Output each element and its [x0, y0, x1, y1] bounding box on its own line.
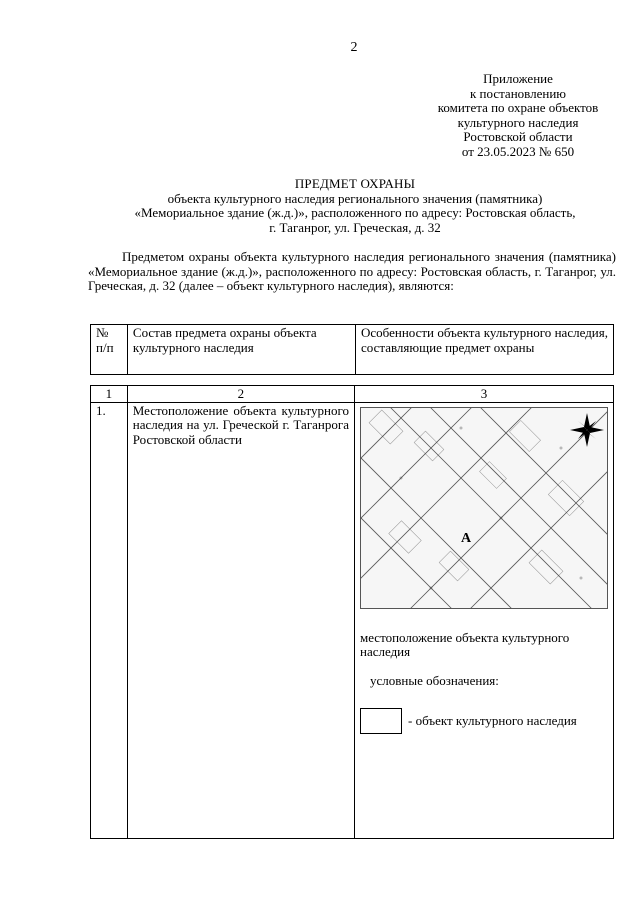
protection-table [90, 385, 614, 839]
title-line: г. Таганрог, ул. Греческая, д. 32 [269, 219, 441, 235]
appendix-line: от 23.05.2023 № 650 [461, 143, 575, 159]
legend-item-label: - объект культурного наследия [407, 712, 577, 728]
row-number: 1. [91, 402, 128, 838]
location-map [360, 407, 608, 609]
header-features: Особенности объекта культурного наследия, составляющие предмет охраны [355, 325, 613, 375]
appendix-line: Приложение [483, 71, 553, 86]
row-composition: Местоположение объекта культурного наследия на ул. Греческой г. Таганрога Ростовской области [127, 402, 354, 838]
map-caption: местоположение объекта культурного наследия [359, 629, 570, 659]
legend-square-icon [360, 708, 402, 734]
title-line: «Мемориальное здание (ж.д.)», расположенного по адресу: Ростовская область, [134, 205, 576, 220]
appendix-line: Ростовской области [463, 129, 573, 144]
table-row [91, 402, 614, 838]
table-header [90, 324, 614, 375]
legend-item [360, 708, 608, 734]
column-number: 2 [127, 386, 354, 403]
column-number: 3 [354, 386, 613, 403]
column-number: 1 [91, 386, 128, 403]
object-marker-label: А [460, 530, 472, 546]
row-features [354, 402, 613, 838]
appendix-line: культурного наследия [457, 114, 579, 130]
appendix-line: к постановлению [469, 85, 567, 101]
header-number: № п/п [91, 325, 128, 375]
column-number-row [91, 386, 614, 403]
header-composition: Состав предмета охраны объекта культурного наследия [127, 325, 355, 375]
appendix-line: комитета по охране объектов [437, 100, 599, 115]
map-drawing [361, 408, 607, 608]
intro-paragraph [88, 250, 616, 294]
title-main: ПРЕДМЕТ ОХРАНЫ [294, 176, 416, 191]
title-line: объекта культурного наследия регионального значения (памятника) [167, 190, 543, 206]
document-title [80, 177, 630, 235]
page-number: 2 [350, 40, 358, 55]
legend-title: условные обозначения: [369, 672, 499, 688]
intro-text: Предметом охраны объекта культурного наследия регионального значения (памятника) «Мемориальное здание (ж.д.)», расположенного по адресу: Ростовская область, г. Таганрог, ул. Греческая, д. 32 (далее – объект культурного наследия), являются: [88, 249, 616, 293]
appendix-header [400, 72, 636, 159]
